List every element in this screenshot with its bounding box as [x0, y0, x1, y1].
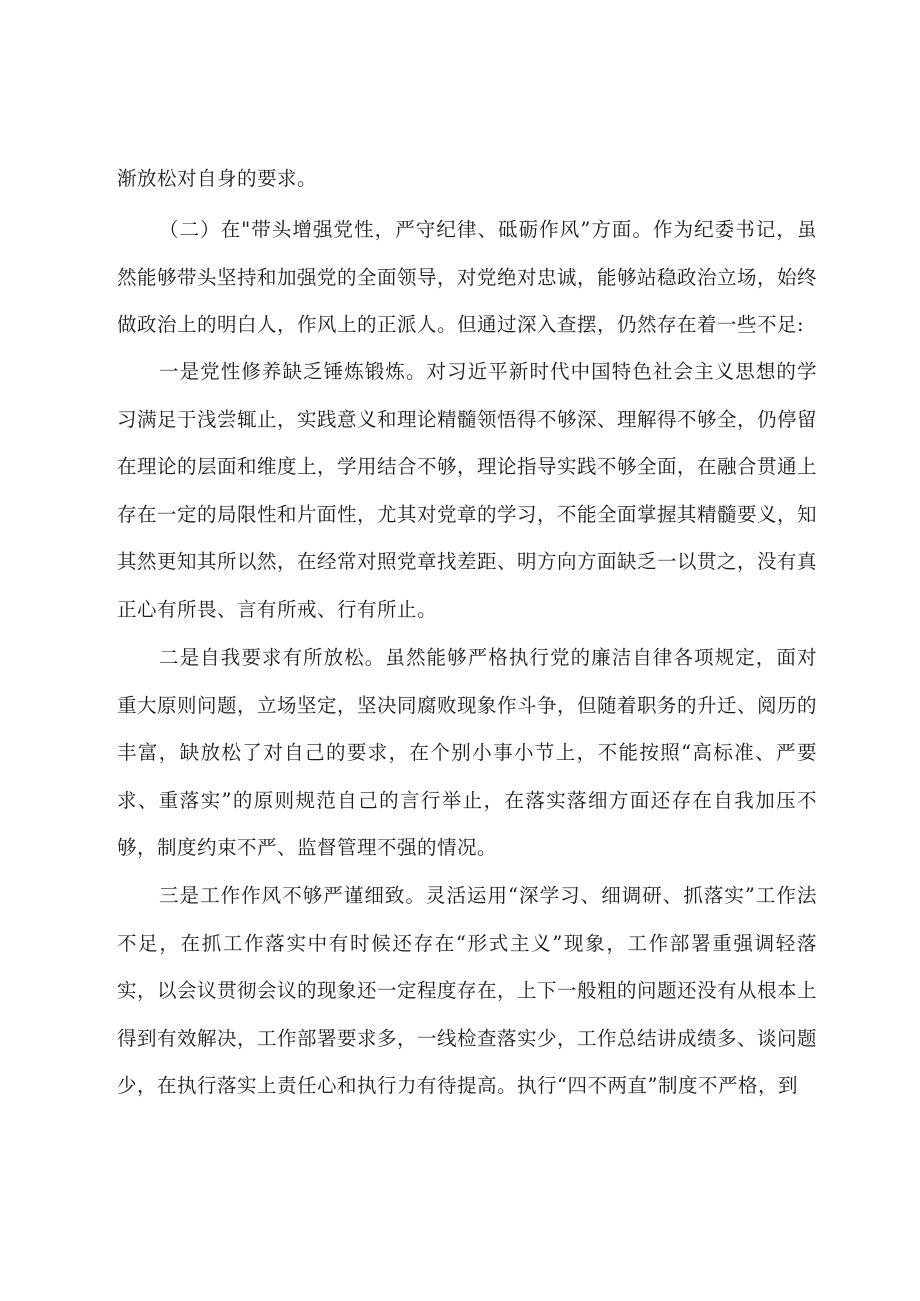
- paragraph-section-two: （二）在"带头增强党性，严守纪律、砥砺作风”方面。作为纪委书记，虽然能够带头坚持和加强党的全面领导，对党绝对忠诚，能够站稳政治立场，始终做政治上的明白人，作风上的正派人。但通过深入查摆，仍然存在着一些不足:: [117, 218, 818, 337]
- paragraph-point-one: 一是党性修养缺乏锤炼锻炼。对习近平新时代中国特色社会主义思想的学习满足于浅尝辄止，实践意义和理论精髓领悟得不够深、理解得不够全，仍停留在理论的层面和维度上，学用结合不够，理论指导实践不够全面，在融合贯通上存在一定的局限性和片面性，尤其对党章的学习，不能全面掌握其精髓要义，知其然更知其所以然，在经常对照党章找差距、明方向方面缺乏一以贯之，没有真正心有所畏、言有所戒、行有所止。: [117, 360, 818, 621]
- paragraph-continuation: 渐放松对自身的要求。: [117, 167, 318, 190]
- paragraph-point-three: 三是工作作风不够严谨细致。灵活运用“深学习、细调研、抓落实”工作法不足，在抓工作落实中有时候还存在“形式主义”现象，工作部署重强调轻落实，以会议贯彻会议的现象还一定程度存在，上下一般粗的问题还没有从根本上得到有效解决，工作部署要求多，一线检查落实少，工作总结讲成绩多、谈问题少，在执行落实上责任心和执行力有待提高。执行“四不两直”制度不严格，到: [117, 884, 818, 1098]
- paragraph-point-two: 二是自我要求有所放松。虽然能够严格执行党的廉洁自律各项规定，面对重大原则问题，立场坚定，坚决同腐败现象作斗争，但随着职务的升迁、阅历的丰富，缺放松了对自己的要求，在个别小事小节上，不能按照“高标准、严要求、重落实”的原则规范自己的言行举止，在落实落细方面还存在自我加压不够，制度约束不严、监督管理不强的情况。: [117, 646, 818, 860]
